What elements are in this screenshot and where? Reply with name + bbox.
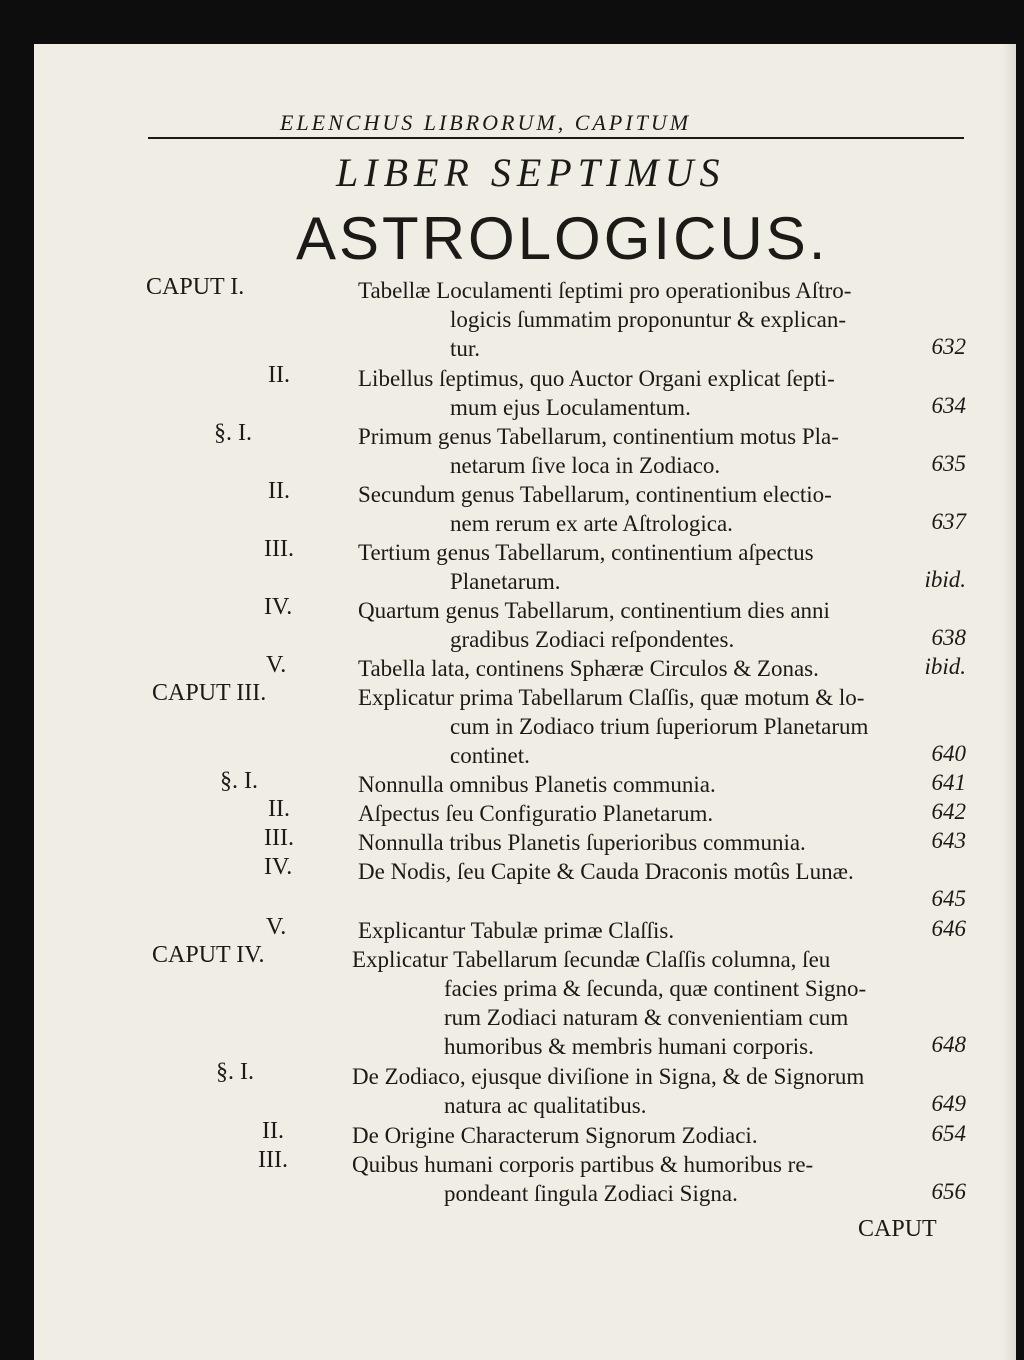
entry-page-number: 646 [931,916,966,941]
entry-page-number: 642 [931,799,966,824]
entry-text-line: netarum ſive loca in Zodiaco. [450,453,721,478]
entry-text-line: Aſpectus ſeu Configuratio Planetarum. [358,801,714,826]
entry-text-line: Explicatur prima Tabellarum Claſſis, quæ motum & lo- [358,685,865,710]
liber-title: LIBER SEPTIMUS [336,150,726,195]
catchword: CAPUT [858,1216,937,1242]
entry-page-number: 654 [931,1121,966,1146]
entry-text-line: De Nodis, ſeu Capite & Cauda Draconis motûs Lunæ. [358,859,854,884]
entry-page-number: 648 [931,1032,966,1057]
entry-label: IV. [264,854,293,880]
page-edge-shadow [1002,44,1016,1360]
entry-text-line: gradibus Zodiaci reſpondentes. [450,627,735,652]
entry-label: §. I. [216,1059,254,1085]
entry-text-line: Quibus humani corporis partibus & humoribus re- [352,1152,814,1177]
entry-text-line: Libellus ſeptimus, quo Auctor Organi explicat ſepti- [358,366,835,391]
entry-text-line: nem rerum ex arte Aſtrologica. [450,511,733,536]
entry-label: IV. [264,594,293,620]
entry-text-line: Nonnulla tribus Planetis ſuperioribus communia. [358,830,806,855]
entry-page-number: 632 [931,334,966,359]
entry-page-number: 641 [931,770,966,795]
entry-text-line: facies prima & ſecunda, quæ continent Signo- [444,976,867,1001]
entry-text-line: De Origine Characterum Signorum Zodiaci. [352,1123,758,1148]
entry-text-line: cum in Zodiaco trium ſuperiorum Planetarum [450,714,869,739]
entry-label: V. [266,652,287,678]
entry-text-line: continet. [450,743,530,768]
book-page [34,44,1016,1360]
entry-page-number: ibid. [924,654,966,679]
entry-text-line: mum ejus Loculamentum. [450,395,691,420]
entry-text-line: Secundum genus Tabellarum, continentium electio- [358,482,832,507]
entry-label: II. [268,478,290,504]
entry-text-line: Explicantur Tabulæ primæ Claſſis. [358,918,675,943]
entry-page-number: 656 [931,1179,966,1204]
entry-text-line: De Zodiaco, ejusque diviſione in Signa, & de Signorum [352,1064,865,1089]
entry-text-line: humoribus & membris humani corporis. [444,1034,814,1059]
entry-text-line: rum Zodiaci naturam & convenientiam cum [444,1005,849,1030]
entry-label: III. [264,536,294,562]
entry-page-number: 640 [931,741,966,766]
entry-text-line: Tabella lata, continens Sphæræ Circulos & Zonas. [358,656,819,681]
entry-label: CAPUT I. [146,274,245,300]
entry-page-number: 649 [931,1091,966,1116]
entry-label: II. [268,796,290,822]
main-title: ASTROLOGICUS. [296,205,829,272]
entry-text-line: Nonnulla omnibus Planetis communia. [358,772,716,797]
entry-label: II. [262,1118,284,1144]
entry-text-line: natura ac qualitatibus. [444,1093,647,1118]
entry-page-number: 637 [931,509,966,534]
entry-page-number: ibid. [924,567,966,592]
entry-text-line: Planetarum. [450,569,561,594]
entry-page-number: 645 [931,886,966,911]
entry-text-line: Tabellæ Loculamenti ſeptimi pro operationibus Aſtro- [358,278,852,303]
entry-text-line: Tertium genus Tabellarum, continentium aſpectus [358,540,814,565]
entry-page-number: 635 [931,451,966,476]
entry-text-line: Explicatur Tabellarum ſecundæ Claſſis columna, ſeu [352,947,831,972]
entry-label: §. I. [214,420,252,446]
entry-text-line: logicis ſummatim proponuntur & explican- [450,307,847,332]
running-head: ELENCHUS LIBRORUM, CAPITUM [280,110,692,135]
entry-text-line: Primum genus Tabellarum, continentium motus Pla- [358,424,839,449]
entry-text-line: pondeant ſingula Zodiaci Signa. [444,1181,738,1206]
entry-page-number: 643 [931,828,966,853]
entry-label: CAPUT III. [152,680,267,706]
header-rule [148,137,964,139]
entry-label: V. [266,914,287,940]
entry-label: CAPUT IV. [152,942,265,968]
entry-text-line: tur. [450,336,481,361]
entry-page-number: 638 [931,625,966,650]
entry-text-line: Quartum genus Tabellarum, continentium dies anni [358,598,830,623]
entry-label: §. I. [220,768,258,794]
entry-page-number: 634 [931,393,966,418]
entry-label: III. [264,825,294,851]
entry-label: II. [268,362,290,388]
entry-label: III. [258,1147,288,1173]
